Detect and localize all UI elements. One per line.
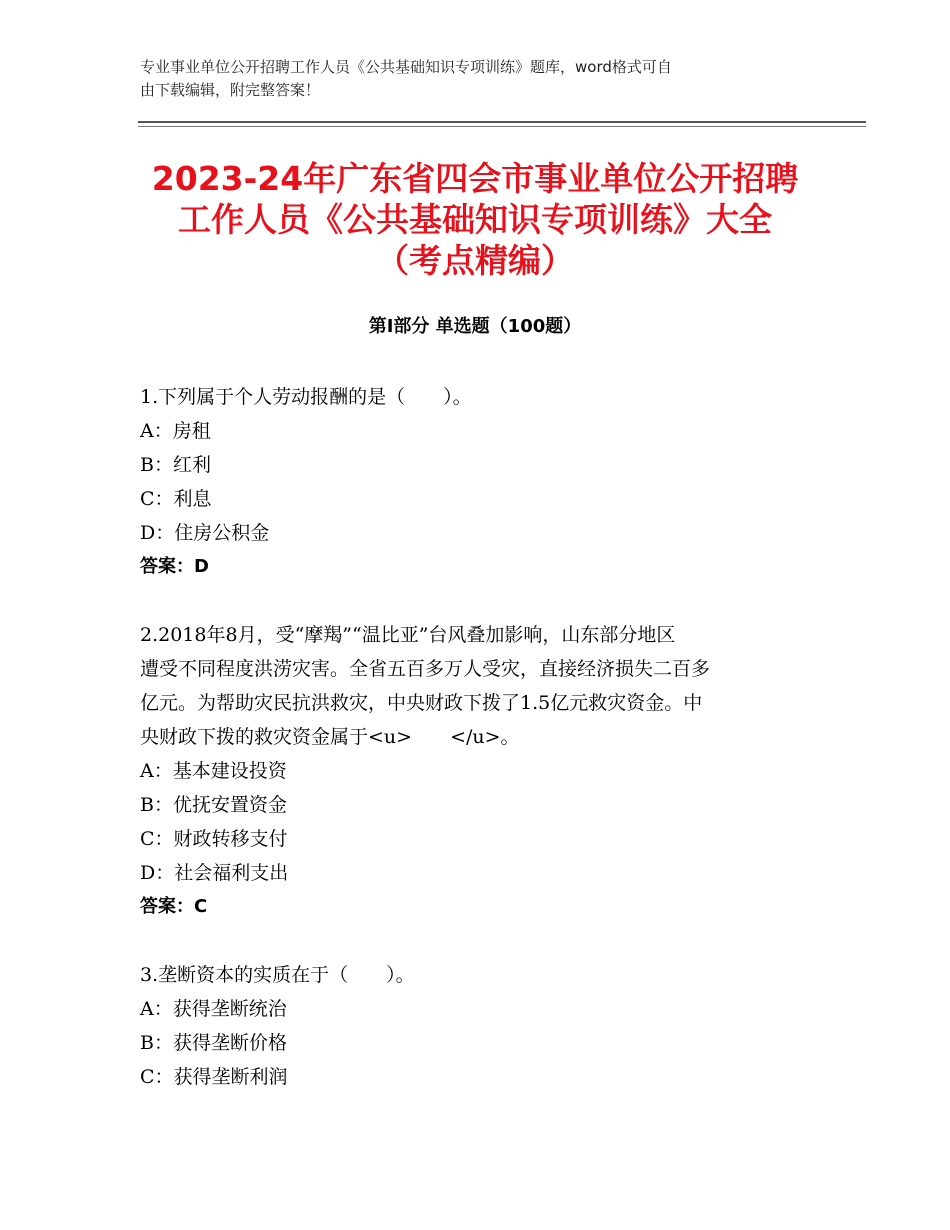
question-1: [140, 380, 800, 584]
document-title-line-1: 2023-24年广东省四会市事业单位公开招聘: [151, 159, 799, 198]
question-stem-line-3: 亿元。为帮助灾民抗洪救灾，中央财政下拨了1.5亿元救灾资金。中: [140, 692, 703, 714]
document-title: [140, 158, 810, 281]
option-d: D：社会福利支出: [140, 862, 289, 884]
question-3: [140, 958, 800, 1094]
question-2: [140, 618, 800, 924]
header-note-line-2: 由下载编辑，附完整答案！: [140, 81, 321, 99]
question-stem: 1.下列属于个人劳动报酬的是（ ）。: [140, 386, 472, 408]
option-b: B：优抚安置资金: [140, 794, 287, 816]
header-note: [140, 56, 810, 102]
document-title-line-2: 工作人员《公共基础知识专项训练》大全: [178, 200, 772, 239]
question-stem-line-4: 央财政下拨的救灾资金属于<u> </u>。: [140, 726, 520, 748]
option-a: A：房租: [140, 420, 211, 442]
header-note-line-1: 专业事业单位公开招聘工作人员《公共基础知识专项训练》题库，word格式可自: [140, 58, 672, 76]
section-heading: 第Ⅰ部分 单选题（100题）: [368, 316, 582, 337]
answer: 答案：D: [140, 556, 209, 577]
option-c: C：获得垄断利润: [140, 1066, 288, 1088]
option-c: C：利息: [140, 488, 212, 510]
document-title-line-3: （考点精编）: [376, 241, 574, 280]
option-b: B：红利: [140, 454, 211, 476]
question-stem-line-2: 遭受不同程度洪涝灾害。全省五百多万人受灾，直接经济损失二百多: [140, 658, 711, 680]
header-divider-thin: [138, 126, 866, 127]
option-a: A：基本建设投资: [140, 760, 287, 782]
option-d: D：住房公积金: [140, 522, 270, 544]
question-stem-line-1: 2.2018年8月，受“摩羯”“温比亚”台风叠加影响，山东部分地区: [140, 624, 676, 646]
question-stem: 3.垄断资本的实质在于（ ）。: [140, 964, 415, 986]
option-c: C：财政转移支付: [140, 828, 288, 850]
option-a: A：获得垄断统治: [140, 998, 287, 1020]
answer: 答案：C: [140, 896, 208, 917]
header-divider-thick: [138, 121, 866, 123]
option-b: B：获得垄断价格: [140, 1032, 287, 1054]
